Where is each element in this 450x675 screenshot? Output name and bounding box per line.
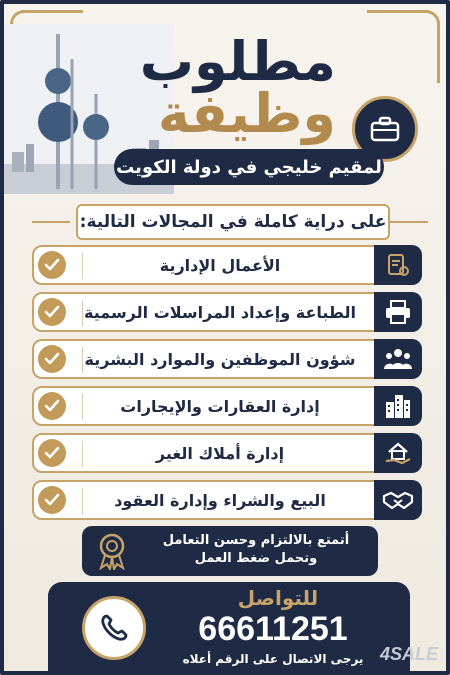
skill-item: [32, 480, 392, 520]
checkmark-icon: [38, 251, 66, 279]
section-heading: على دراية كاملة في المجالات التالية:: [76, 204, 390, 240]
skill-item: [32, 386, 392, 426]
divider: [82, 488, 83, 514]
divider: [82, 347, 83, 373]
qualities-note: [82, 526, 378, 576]
buildings-icon: [374, 386, 422, 426]
checkmark-icon: [38, 439, 66, 467]
checkmark-icon: [38, 345, 66, 373]
watermark-logo: 4SALE: [379, 644, 438, 664]
skill-label: الأعمال الإدارية: [159, 255, 281, 275]
divider: [82, 253, 83, 279]
divider: [390, 221, 428, 223]
title-job: وظيفة: [157, 82, 336, 145]
skill-item: [32, 339, 392, 379]
contact-panel: [48, 582, 410, 674]
contact-title: للتواصل: [237, 586, 319, 610]
skill-label: شؤون الموظفين والموارد البشرية: [84, 349, 356, 369]
skill-label: الطباعة وإعداد المراسلات الرسمية: [83, 302, 356, 322]
people-group-icon: [374, 339, 422, 379]
phone-icon[interactable]: [82, 596, 146, 660]
handshake-icon: [374, 480, 422, 520]
admin-clipboard-gear-icon: [374, 245, 422, 285]
checkmark-icon: [38, 298, 66, 326]
phone-number[interactable]: 66611251: [198, 610, 348, 648]
note-text: [156, 532, 356, 568]
skill-item: [32, 433, 392, 473]
note-line-2: وتحمل ضغط العمل: [194, 551, 318, 566]
checkmark-icon: [38, 486, 66, 514]
title-wanted: مطلوب: [139, 30, 336, 93]
divider: [82, 300, 83, 326]
divider: [32, 221, 70, 223]
contact-hint: يرجى الاتصال على الرقم أعلاه: [182, 652, 364, 666]
skill-item: [32, 292, 392, 332]
subtitle: لمقيم خليجي في دولة الكويت: [114, 149, 384, 185]
award-ribbon-icon: [94, 532, 130, 570]
note-line-1: أتمتع بالالتزام وحسن التعامل: [162, 533, 350, 548]
skill-label: إدارة العقارات والإيجارات: [120, 396, 320, 416]
skill-item: [32, 245, 392, 285]
skill-label: إدارة أملاك الغير: [155, 443, 285, 463]
divider: [82, 394, 83, 420]
printer-icon: [374, 292, 422, 332]
corner-ornament: [367, 10, 440, 83]
checkmark-icon: [38, 392, 66, 420]
divider: [82, 441, 83, 467]
skill-label: البيع والشراء وإدارة العقود: [114, 490, 326, 510]
house-hand-icon: [374, 433, 422, 473]
